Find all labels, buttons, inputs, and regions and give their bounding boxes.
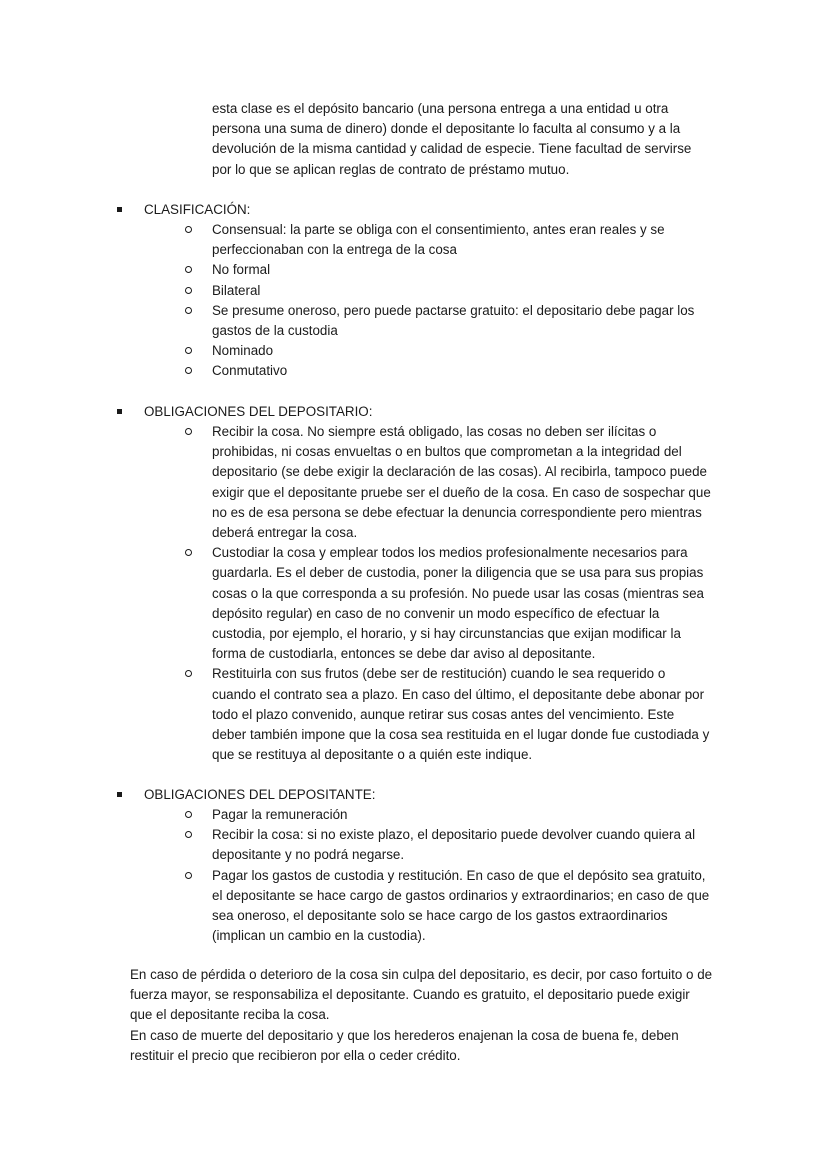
list-item bbox=[0, 361, 712, 381]
circle-bullet-icon bbox=[185, 872, 192, 879]
circle-bullet-icon bbox=[185, 226, 192, 233]
bullet-list bbox=[0, 220, 828, 382]
section-heading: OBLIGACIONES DEL DEPOSITANTE: bbox=[144, 787, 376, 802]
list-item bbox=[0, 543, 712, 664]
list-item bbox=[0, 664, 712, 765]
circle-bullet-icon bbox=[185, 428, 192, 435]
list-item bbox=[0, 301, 712, 341]
list-item bbox=[0, 805, 712, 825]
bullet-list bbox=[0, 805, 828, 946]
circle-bullet-icon bbox=[185, 347, 192, 354]
square-bullet-icon bbox=[117, 207, 122, 212]
circle-bullet-icon bbox=[185, 287, 192, 294]
circle-bullet-icon bbox=[185, 367, 192, 374]
circle-bullet-icon bbox=[185, 307, 192, 314]
list-item-text: Se presume oneroso, pero puede pactarse gratuito: el depositario debe pagar los gastos de la custodia bbox=[212, 302, 695, 339]
intro-paragraph: esta clase es el depósito bancario (una persona entrega a una entidad u otra persona una suma de dinero) donde el depositante lo faculta al consumo y a la devolución de la misma cantidad y calidad de especie. Tiene facultad de servirse por lo que se aplican reglas de contrato de préstamo mutuo. bbox=[212, 101, 692, 177]
list-item-text: Bilateral bbox=[212, 282, 261, 298]
list-item bbox=[0, 260, 712, 280]
list-item-text: Consensual: la parte se obliga con el consentimiento, antes eran reales y se perfeccionaban con la entrega de la cosa bbox=[212, 222, 665, 258]
list-item bbox=[0, 866, 712, 947]
list-item-text: Recibir la cosa: si no existe plazo, el depositario puede devolver cuando quiera al depositante y no podrá negarse. bbox=[212, 827, 696, 863]
list-item bbox=[0, 825, 712, 865]
circle-bullet-icon bbox=[185, 549, 192, 556]
circle-bullet-icon bbox=[185, 670, 192, 677]
square-bullet-icon bbox=[117, 792, 122, 797]
bullet-list bbox=[0, 422, 828, 765]
circle-bullet-icon bbox=[185, 266, 192, 273]
closing-paragraph: En caso de muerte del depositario y que los herederos enajenan la cosa de buena fe, deben restituir el precio que recibieron por ella o ceder crédito. bbox=[130, 1027, 679, 1063]
list-item-text: Pagar los gastos de custodia y restitución. En caso de que el depósito sea gratuito, el depositante se hace cargo de gastos ordinarios y extraordinarios; en caso de que sea oneroso, el depositante solo se hace cargo de los gastos extraordinarios (implican un cambio en la custodia). bbox=[212, 867, 710, 944]
list-item bbox=[0, 220, 712, 260]
list-item bbox=[0, 341, 712, 361]
circle-bullet-icon bbox=[185, 811, 192, 818]
square-bullet-icon bbox=[117, 409, 122, 414]
circle-bullet-icon bbox=[185, 831, 192, 838]
list-item-text: No formal bbox=[212, 262, 271, 278]
list-item-text: Recibir la cosa. No siempre está obligado, las cosas no deben ser ilícitas o prohibidas, ni cosas envueltas o en bultos que comprometan a la integridad del depositario (se debe exigir la declaración de las cosas). Al recibirla, tampoco puede exigir que el depositante pruebe ser el dueño de la cosa. En caso de sospechar que no es de esa persona se debe efectuar la denuncia correspondiente pero mientras deberá entregar la cosa. bbox=[212, 424, 711, 541]
section-heading: CLASIFICACIÓN: bbox=[144, 202, 251, 217]
closing-paragraph: En caso de pérdida o deterioro de la cosa sin culpa del depositario, es decir, por caso fortuito o de fuerza mayor, se responsabiliza el depositante. Cuando es gratuito, el depositario puede exigir que el depositante reciba la cosa. bbox=[130, 967, 713, 1023]
section-heading: OBLIGACIONES DEL DEPOSITARIO: bbox=[144, 404, 373, 419]
list-item bbox=[0, 281, 712, 301]
list-item bbox=[0, 422, 712, 543]
list-item-text: Nominado bbox=[212, 343, 274, 359]
list-item-text: Custodiar la cosa y emplear todos los medios profesionalmente necesarios para guardarla. Es el deber de custodia, poner la diligencia que se usa para sus propias cosas o la que corresponda a su profesión. No puede usar las cosas (mientras sea depósito regular) en caso de no convenir un modo específico de efectuar la custodia, por ejemplo, el horario, y si hay circunstancias que exijan modificar la forma de custodiarla, entonces se debe dar aviso al depositante. bbox=[212, 545, 705, 662]
closing-text bbox=[130, 965, 715, 1066]
list-item-text: Restituirla con sus frutos (debe ser de restitución) cuando le sea requerido o cuando el contrato sea a plazo. En caso del último, el depositante debe abonar por todo el plazo convenido, aunque retirar sus cosas antes del vencimiento. Este deber también impone que la cosa sea restituida en el lugar donde fue custodiada y que se restituya al depositante o a quién este indique. bbox=[212, 666, 710, 763]
list-item-text: Conmutativo bbox=[212, 363, 288, 379]
list-item-text: Pagar la remuneración bbox=[212, 807, 348, 822]
